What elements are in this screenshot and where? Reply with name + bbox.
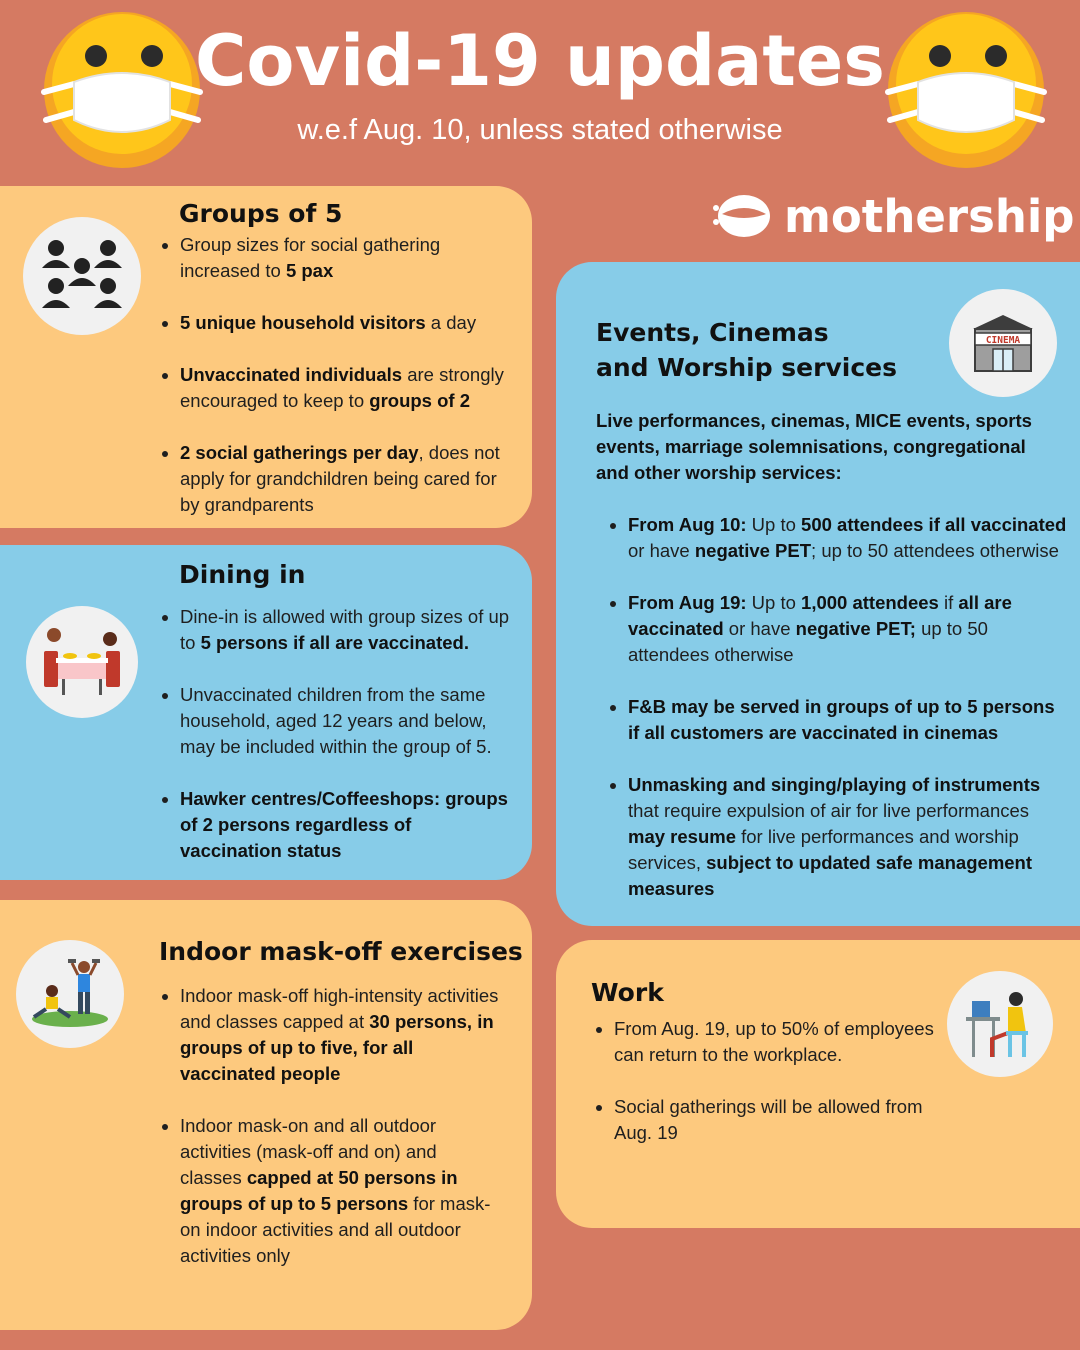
work-card (556, 940, 1080, 1228)
list-item-bold-text: 1,000 attendees (801, 592, 939, 613)
list-item-bold-text: Unvaccinated individuals (180, 364, 403, 385)
list-item-bold-text: 5 unique household visitors (180, 312, 426, 333)
list-item (180, 440, 512, 518)
list-item-bold-text: may resume (628, 826, 736, 847)
exercise-list (180, 983, 500, 1295)
mothership-logo-icon (712, 192, 772, 240)
list-item-bold-text: 500 attendees if all vaccinated (801, 514, 1067, 535)
list-item-bold-text: 30 persons, in groups of up to five, for all vaccinated people (180, 1011, 494, 1084)
list-item-bold-text: F&B may be served in groups of up to 5 persons if all customers are vaccinated in cinemas (628, 696, 1055, 743)
list-item-bold-text: Hawker centres/Coffeeshops: groups of 2 persons regardless of vaccination status (180, 788, 508, 861)
list-item-text: for mask-on indoor activities and all outdoor activities only (180, 1193, 491, 1266)
brand-name: mothership (784, 189, 1075, 243)
list-item-text: that require expulsion of air for live performances (628, 800, 1030, 821)
list-item-text: Unvaccinated children from the same household, aged 12 years and below, may be included within the group of 5. (180, 684, 492, 757)
list-item (180, 310, 512, 336)
list-item-bold-text: From Aug 19: (628, 592, 747, 613)
list-item-text: ; up to 50 attendees otherwise (811, 540, 1059, 561)
dining-table-icon (26, 606, 138, 718)
groups-list (180, 232, 512, 544)
list-item-bold-text: 2 social gatherings per day (180, 442, 419, 463)
list-item-bold-text: capped at 50 persons in groups of up to 5 persons (180, 1167, 458, 1214)
list-item-text: a day (425, 312, 477, 333)
list-item (180, 682, 512, 760)
list-item-text: or have (628, 540, 695, 561)
list-item-text: for live performances and worship services, (628, 826, 1019, 873)
list-item-bold-text: subject to updated safe management measures (628, 852, 1033, 899)
events-card (556, 262, 1080, 926)
list-item (180, 786, 512, 864)
list-item-bold-text: all are vaccinated (628, 592, 1012, 639)
list-item (180, 1113, 500, 1269)
list-item (628, 772, 1068, 902)
list-item (180, 232, 512, 284)
cinema-icon (949, 289, 1057, 397)
list-item-text: if (938, 592, 959, 613)
cinema-sign: CINEMA (985, 335, 1021, 346)
list-item-text: Group sizes for social gathering increased to (180, 234, 441, 281)
list-item-bold-text: negative PET (694, 540, 812, 561)
events-intro: Live performances, cinemas, MICE events, sports events, marriage solemnisations, congregational and other worship services: (596, 410, 1032, 483)
dining-card (0, 545, 532, 880)
list-item-bold-text: 5 pax (285, 260, 334, 281)
events-list (628, 512, 1068, 928)
page-title: Covid-19 updates (195, 20, 885, 102)
brand-logo (712, 188, 1075, 244)
events-title-line2: and Worship services (596, 353, 897, 382)
list-item (180, 362, 512, 414)
list-item-text: or have (723, 618, 796, 639)
list-item (180, 983, 500, 1087)
list-item-text: Dine-in is allowed with group sizes of up to (180, 606, 510, 653)
list-item (628, 512, 1068, 564)
list-item-bold-text: groups of 2 (369, 390, 470, 411)
list-item (614, 1094, 946, 1146)
list-item (180, 604, 512, 656)
list-item (614, 1016, 946, 1068)
dining-title: Dining in (179, 560, 306, 589)
list-item-bold-text: From Aug 10: (628, 514, 747, 535)
exercise-card (0, 900, 532, 1330)
list-item-text: , does not apply for grandchildren being cared for by grandparents (180, 442, 500, 515)
people-group-icon (23, 217, 141, 335)
exercise-title: Indoor mask-off exercises (159, 937, 523, 966)
page-subtitle: w.e.f Aug. 10, unless stated otherwise (297, 114, 783, 146)
list-item-bold-text: 5 persons if all are vaccinated. (200, 632, 469, 653)
list-item (628, 590, 1068, 668)
list-item (628, 694, 1068, 746)
list-item-text: Social gatherings will be allowed from Aug. 19 (614, 1096, 923, 1143)
laptop-worker-icon (947, 971, 1053, 1077)
list-item-text: up to 50 attendees otherwise (628, 618, 988, 665)
events-title-line1: Events, Cinemas (596, 318, 829, 347)
list-item-text: From Aug. 19, up to 50% of employees can return to the workplace. (614, 1018, 934, 1065)
groups-title: Groups of 5 (179, 199, 343, 228)
dining-list (180, 604, 512, 890)
list-item-text: Up to (746, 592, 802, 613)
list-item-text: Indoor mask-on and all outdoor activities (mask-off and on) and classes (180, 1115, 437, 1188)
groups-card (0, 186, 532, 528)
exercise-icon (16, 940, 124, 1048)
list-item-text: Up to (746, 514, 802, 535)
work-title: Work (591, 978, 664, 1007)
work-list (614, 1016, 946, 1172)
list-item-bold-text: Unmasking and singing/playing of instruments (628, 774, 1041, 795)
list-item-bold-text: negative PET; (795, 618, 916, 639)
events-title (596, 315, 897, 385)
list-item-text: Indoor mask-off high-intensity activities and classes capped at (180, 985, 499, 1032)
list-item-text: are strongly encouraged to keep to (180, 364, 504, 411)
